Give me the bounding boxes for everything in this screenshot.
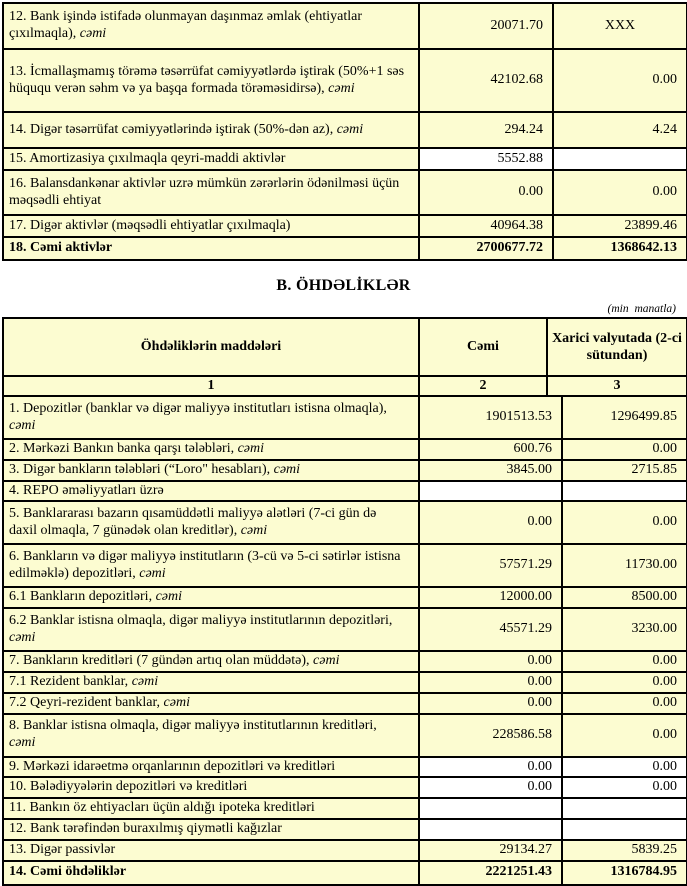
total-value xyxy=(419,819,562,840)
assets-table xyxy=(2,2,687,261)
row-label: 8. Banklar istisna olmaqla, digər maliyyə institutlarının kreditləri, cəmi xyxy=(3,714,419,757)
row-label: 6. Bankların və digər maliyyə institutların (3-cü və 5-ci sətirlər istisna edilməklə) depozitləri, cəmi xyxy=(3,544,419,587)
foreign-value xyxy=(562,798,687,819)
row-label: 1. Depozitlər (banklar və digər maliyyə institutları istisna olmaqla), cəmi xyxy=(3,396,419,439)
row-label: 12. Bank işində istifadə olunmayan daşınmaz əmlak (ehtiyatlar çıxılmaqla), cəmi xyxy=(3,3,419,49)
table-row xyxy=(3,460,687,481)
table-row xyxy=(3,544,687,587)
total-value: 1901513.53 xyxy=(419,396,562,439)
header-total-label: Cəmi xyxy=(419,318,547,376)
table-row xyxy=(3,501,687,544)
section-b-title: B. ÖHDƏLİKLƏR xyxy=(276,277,411,294)
total-value: 45571.29 xyxy=(419,608,562,651)
foreign-value xyxy=(562,481,687,502)
row-label: 16. Balansdankənar aktivlər uzrə mümkün zərərlərin ödənilməsi üçün məqsədli ehtiyat xyxy=(3,170,419,215)
total-value: 0.00 xyxy=(419,693,562,714)
total-value: 0.00 xyxy=(419,757,562,778)
row-label: 6.1 Bankların depozitləri, cəmi xyxy=(3,587,419,608)
foreign-value: 0.00 xyxy=(562,777,687,798)
table-row xyxy=(3,714,687,757)
table-row xyxy=(3,651,687,672)
table-row xyxy=(3,396,687,439)
foreign-value: 4.24 xyxy=(553,112,687,148)
label-italic-suffix: cəmi xyxy=(328,80,355,96)
header-foreign-label: Xarici valyutada (2-ci sütundan) xyxy=(547,318,687,376)
foreign-value: 0.00 xyxy=(562,501,687,544)
column-number-1: 1 xyxy=(3,376,419,396)
total-value xyxy=(419,481,562,502)
total-value: 0.00 xyxy=(419,777,562,798)
row-label: 14. Cəmi öhdəliklər xyxy=(3,861,419,885)
table-row xyxy=(3,148,687,170)
row-label: 6.2 Banklar istisna olmaqla, digər maliyyə institutlarının depozitləri, cəmi xyxy=(3,608,419,651)
total-value: 0.00 xyxy=(419,501,562,544)
row-label: 7. Bankların kreditləri (7 gündən artıq olan müddətə), cəmi xyxy=(3,651,419,672)
assets-total-row xyxy=(3,237,687,260)
label-italic-suffix: cəmi xyxy=(131,673,159,689)
row-label: 14. Digər təsərrüfat cəmiyyətlərində iştirak (50%-dən az), cəmi xyxy=(3,112,419,148)
row-label: 5. Banklararası bazarın qısamüddətli maliyyə alətləri (7-ci gün də daxil olmaqla, 7 günədək olan kreditlər), cəmi xyxy=(3,501,419,544)
foreign-value xyxy=(553,148,687,170)
table-row xyxy=(3,777,687,798)
label-italic-suffix: cəmi xyxy=(155,589,183,605)
table-row xyxy=(3,215,687,237)
label-italic-suffix: cəmi xyxy=(163,694,190,710)
foreign-value xyxy=(562,819,687,840)
label-italic-suffix: cəmi xyxy=(273,461,301,477)
row-label: 15. Amortizasiya çıxılmaqla qeyri-maddi aktivlər xyxy=(3,148,419,170)
total-value: 2221251.43 xyxy=(419,861,562,885)
liabilities-header-row xyxy=(3,318,687,376)
table-row xyxy=(3,112,687,148)
row-label: 17. Digər aktivlər (məqsədli ehtiyatlar çıxılmaqla) xyxy=(3,215,419,237)
table-row xyxy=(3,587,687,608)
foreign-value: 2715.85 xyxy=(562,460,687,481)
row-label: 4. REPO əməliyyatları üzrə xyxy=(3,481,419,502)
foreign-value: 0.00 xyxy=(562,757,687,778)
total-value xyxy=(419,798,562,819)
table-row xyxy=(3,439,687,460)
total-value: 3845.00 xyxy=(419,460,562,481)
row-label: 12. Bank tərəfindən buraxılmış qiymətli kağızlar xyxy=(3,819,419,840)
total-value: 0.00 xyxy=(419,170,553,215)
total-value: 2700677.72 xyxy=(419,237,553,260)
total-value: 0.00 xyxy=(419,672,562,693)
foreign-value: 0.00 xyxy=(553,170,687,215)
foreign-value: XXX xyxy=(553,3,687,49)
total-value: 228586.58 xyxy=(419,714,562,757)
foreign-value: 3230.00 xyxy=(562,608,687,651)
foreign-value: 0.00 xyxy=(562,439,687,460)
row-label: 13. Digər passivlər xyxy=(3,840,419,861)
table-row xyxy=(3,481,687,502)
row-label: 13. İcmallaşmamış törəmə təsərrüfat cəmiyyətlərdə iştirak (50%+1 səs hüququ verən səhm və ya başqa formada törəməsidirsə), cəmi xyxy=(3,49,419,112)
total-value: 57571.29 xyxy=(419,544,562,587)
header-items-label: Öhdəliklərin maddələri xyxy=(3,318,419,376)
table-row xyxy=(3,693,687,714)
total-value: 42102.68 xyxy=(419,49,553,112)
foreign-value: 5839.25 xyxy=(562,840,687,861)
row-label: 18. Cəmi aktivlər xyxy=(3,237,419,260)
label-italic-suffix: cəmi xyxy=(336,121,364,137)
foreign-value: 0.00 xyxy=(562,714,687,757)
foreign-value: 1368642.13 xyxy=(553,237,687,260)
label-italic-suffix: cəmi xyxy=(139,565,166,581)
foreign-value: 1316784.95 xyxy=(562,861,687,885)
label-italic-suffix: cəmi xyxy=(9,417,36,433)
label-italic-suffix: cəmi xyxy=(9,735,36,751)
column-number-3: 3 xyxy=(547,376,687,396)
liabilities-table xyxy=(2,317,687,886)
label-italic-suffix: cəmi xyxy=(79,26,107,41)
total-value: 294.24 xyxy=(419,112,553,148)
total-value: 0.00 xyxy=(419,651,562,672)
table-row xyxy=(3,819,687,840)
table-row xyxy=(3,840,687,861)
row-label: 9. Mərkəzi idarəetmə orqanlarının depozitləri və kreditləri xyxy=(3,757,419,778)
unit-note: (min manatla) xyxy=(607,303,676,315)
row-label: 7.1 Rezident banklar, cəmi xyxy=(3,672,419,693)
label-italic-suffix: cəmi xyxy=(313,653,340,669)
foreign-value: 0.00 xyxy=(562,672,687,693)
total-value: 29134.27 xyxy=(419,840,562,861)
total-value: 20071.70 xyxy=(419,3,553,49)
table-row xyxy=(3,3,687,49)
table-row xyxy=(3,798,687,819)
table-row xyxy=(3,672,687,693)
total-value: 40964.38 xyxy=(419,215,553,237)
column-number-row xyxy=(3,376,687,396)
foreign-value: 11730.00 xyxy=(562,544,687,587)
column-number-2: 2 xyxy=(419,376,547,396)
row-label: 11. Bankın öz ehtiyacları üçün aldığı ipoteka kreditləri xyxy=(3,798,419,819)
total-value: 5552.88 xyxy=(419,148,553,170)
table-row xyxy=(3,757,687,778)
row-label: 2. Mərkəzi Bankın banka qarşı tələbləri, cəmi xyxy=(3,439,419,460)
liabilities-total-row xyxy=(3,861,687,885)
table-row xyxy=(3,49,687,112)
row-label: 3. Digər bankların tələbləri (“Loro" hesabları), cəmi xyxy=(3,460,419,481)
label-italic-suffix: cəmi xyxy=(240,522,268,538)
total-value: 600.76 xyxy=(419,439,562,460)
foreign-value: 0.00 xyxy=(553,49,687,112)
total-value: 12000.00 xyxy=(419,587,562,608)
foreign-value: 23899.46 xyxy=(553,215,687,237)
table-row xyxy=(3,608,687,651)
table-row xyxy=(3,170,687,215)
row-label: 10. Bələdiyyələrin depozitləri və kreditləri xyxy=(3,777,419,798)
label-italic-suffix: cəmi xyxy=(9,629,36,645)
row-label: 7.2 Qeyri-rezident banklar, cəmi xyxy=(3,693,419,714)
foreign-value: 1296499.85 xyxy=(562,396,687,439)
foreign-value: 0.00 xyxy=(562,651,687,672)
foreign-value: 0.00 xyxy=(562,693,687,714)
foreign-value: 8500.00 xyxy=(562,587,687,608)
label-italic-suffix: cəmi xyxy=(237,441,265,456)
